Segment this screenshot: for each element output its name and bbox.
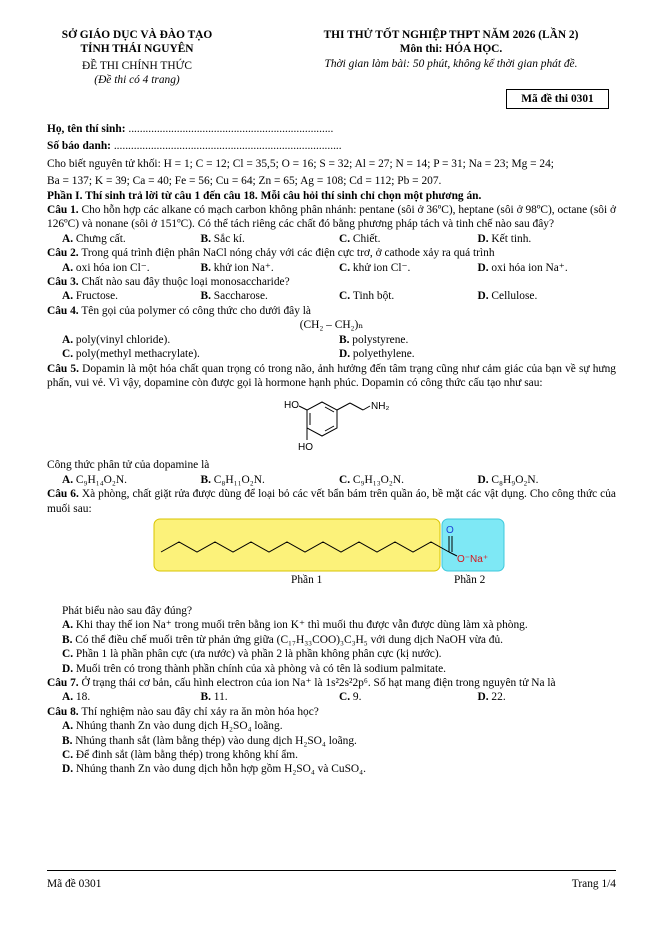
student-name-label: Họ, tên thí sinh:	[47, 123, 126, 135]
header-right	[292, 28, 610, 71]
ho-label-1: HO	[283, 400, 299, 412]
q2-option-b[interactable]: B. khử ion Na⁺.	[200, 261, 274, 274]
part1-label: Phần 1	[291, 573, 323, 586]
q3-label: Câu 3.	[47, 276, 79, 289]
atomic-masses-2: Ba = 137; K = 39; Ca = 40; Fe = 56; Cu = 64; Zn = 65; Ag = 108; Cd = 112; Pb = 207.	[47, 175, 442, 188]
q8-option-b[interactable]: B. Nhúng thanh sắt (làm bằng thép) vào dung dịch H₂SO₄ loãng.	[62, 734, 357, 747]
q4-text: Tên gọi của polymer có công thức cho dưới đây là	[81, 304, 311, 317]
q7-options	[47, 690, 616, 704]
student-name-row	[47, 122, 616, 136]
official-label: ĐỀ THI CHÍNH THỨC	[82, 59, 192, 72]
q4-option-d[interactable]: D. polyethylene.	[339, 348, 415, 361]
chain-bond-1	[337, 403, 350, 410]
exam-code-box: Mã đề thi 0301	[506, 89, 609, 109]
q1-label: Câu 1.	[47, 204, 79, 217]
q8-option-a[interactable]: A. Nhúng thanh Zn vào dung dịch H₂SO₄ loãng.	[62, 720, 283, 733]
page-footer	[47, 870, 616, 891]
q2-label: Câu 2.	[47, 247, 79, 260]
soap-structure	[153, 518, 509, 604]
q3-option-d[interactable]: D. Cellulose.	[477, 290, 538, 303]
oh-bond-1	[299, 406, 307, 410]
q6-option-c[interactable]: C. Phần 1 là phần phân cực (ưa nước) và phần 2 là phần không phân cực (kị nước).	[62, 648, 442, 661]
question-5	[47, 362, 616, 391]
q7-option-b[interactable]: B. 11.	[200, 691, 228, 704]
question-2	[47, 246, 616, 260]
chain-bond-2	[350, 403, 363, 410]
q5-option-b[interactable]: B. C₈H₁₁O₂N.	[200, 473, 265, 486]
q8-label: Câu 8.	[47, 705, 79, 718]
q1-option-c[interactable]: C. Chiết.	[339, 232, 381, 245]
header-left	[42, 28, 232, 88]
q4-options-row1	[47, 333, 616, 347]
org-line-2: TỈNH THÁI NGUYÊN	[80, 43, 194, 56]
pages-note: (Đề thi có 4 trang)	[94, 74, 180, 87]
q2-text: Trong quá trình điện phân NaCl nóng chảy với các điện cực trơ, ở cathode xảy ra quá trình	[81, 247, 495, 260]
q7-option-d[interactable]: D. 22.	[477, 691, 506, 704]
student-id-row	[47, 139, 616, 153]
q3-options	[47, 289, 616, 303]
q2-option-d[interactable]: D. oxi hóa ion Na⁺.	[477, 261, 568, 274]
q6-option-b[interactable]: B. Có thể điều chế muối trên từ phản ứng giữa (C₁₇H₃₃COO)₃C₃H₅ với dung dịch NaOH vừa đủ.	[62, 633, 503, 646]
q4-option-c[interactable]: C. poly(methyl methacrylate).	[62, 348, 200, 361]
subject: Môn thi: HÓA HỌC.	[399, 43, 503, 56]
question-6	[47, 487, 616, 516]
q4-options-row2	[47, 347, 616, 361]
footer-page-number: Trang 1/4	[571, 878, 616, 890]
q4-option-a[interactable]: A. poly(vinyl chloride).	[62, 333, 171, 346]
q6-option-d[interactable]: D. Muối trên có trong thành phần chính của xà phòng và có tên là sodium palmitate.	[62, 662, 447, 675]
nh2-label: NH₂	[370, 401, 389, 413]
q3-option-b[interactable]: B. Saccharose.	[200, 290, 268, 303]
q5-label: Câu 5.	[47, 362, 79, 375]
q4-option-b[interactable]: B. polystyrene.	[339, 333, 409, 346]
q3-text: Chất nào sau đây thuộc loại monosaccharide?	[81, 276, 290, 289]
ona-label: O⁻Na⁺	[457, 553, 489, 565]
q6-option-a[interactable]: A. Khi thay thế ion Na⁺ trong muối trên bằng ion K⁺ thì muối thu được vẫn được dùng làm xà phòng.	[62, 619, 528, 632]
q5-option-a[interactable]: A. C₉H₁₄O₂N.	[62, 473, 127, 486]
question-3	[47, 275, 616, 289]
question-1	[47, 203, 616, 232]
benzene-ring	[307, 402, 337, 436]
ho-label-2: HO	[297, 442, 313, 454]
chain-bond-3	[363, 406, 370, 410]
student-name-dots: ........................................................................	[128, 123, 334, 135]
student-id-label: Số báo danh:	[47, 140, 111, 153]
q5-question: Công thức phân tử của dopamine là	[47, 459, 210, 472]
q6-question: Phát biểu nào sau đây đúng?	[62, 604, 193, 617]
part2-label: Phần 2	[454, 573, 486, 586]
q7-label: Câu 7.	[47, 676, 79, 689]
q8-text: Thí nghiệm nào sau đây chỉ xảy ra ăn mòn hóa học?	[81, 705, 319, 718]
q1-option-d[interactable]: D. Kết tinh.	[477, 232, 532, 245]
student-id-dots: ................................................................................	[113, 140, 342, 153]
oxygen-label: O	[446, 524, 454, 536]
q5-option-d[interactable]: D. C₈H₉O₂N.	[477, 473, 539, 486]
q6-text: Xà phòng, chất giặt rửa được dùng để loại bỏ các vết bẩn bám trên quần áo, bề mặt các vật dụng. Cho công thức của muối sau:	[47, 488, 616, 515]
q2-option-a[interactable]: A. oxi hóa ion Cl⁻.	[62, 261, 150, 274]
q4-formula: (CH₂ – CH₂)ₙ	[299, 319, 364, 332]
exam-title: THI THỬ TỐT NGHIỆP THPT NĂM 2026 (LẦN 2)	[323, 29, 579, 41]
q7-option-c[interactable]: C. 9.	[339, 691, 362, 704]
q4-label: Câu 4.	[47, 304, 79, 317]
q1-options	[47, 232, 616, 246]
q3-option-a[interactable]: A. Fructose.	[62, 290, 118, 303]
time-note: Thời gian làm bài: 50 phút, không kể thời gian phát đề.	[324, 57, 578, 70]
dopamine-structure	[267, 394, 397, 456]
q5-text: Dopamin là một hóa chất quan trọng có trong não, ảnh hưởng đến tâm trạng cũng như cảm giác của bạn về sự hưng phấn, vui vẻ. Vì vậy, dopamine còn được gọi là hormone hạnh phúc. Dopamin có công thức cấu tạo như sau:	[47, 362, 616, 389]
q2-options	[47, 261, 616, 275]
q7-option-a[interactable]: A. 18.	[62, 691, 91, 704]
atomic-masses-1: Cho biết nguyên tử khối: H = 1; C = 12; Cl = 35,5; O = 16; S = 32; Al = 27; N = 14; P = 31; Na = 23; Mg = 24;	[47, 157, 554, 170]
q1-option-a[interactable]: A. Chưng cất.	[62, 232, 126, 245]
soap-structure-svg	[153, 518, 509, 574]
question-4	[47, 304, 616, 318]
q8-option-d[interactable]: D. Nhúng thanh Zn vào dung dịch hỗn hợp gồm H₂SO₄ và CuSO₄.	[62, 763, 366, 776]
q6-label: Câu 6.	[47, 488, 79, 501]
q1-option-b[interactable]: B. Sắc kí.	[200, 232, 245, 245]
question-7	[47, 676, 616, 690]
q7-text: Ở trạng thái cơ bản, cấu hình electron của ion Na⁺ là 1s²2s²2p⁶. Số hạt mang điện trong nguyên tử Na là	[81, 676, 556, 689]
q1-text: Cho hỗn hợp các alkane có mạch carbon không phân nhánh: pentane (sôi ở 36ºC), heptane (sôi ở 98ºC), octane (sôi ở 126ºC) và nonane (sôi ở 151ºC). Có thể tách riêng các chất đó bằng phương pháp tách và tinh chế nào sau đây?	[47, 204, 616, 231]
q8-option-c[interactable]: C. Để đinh sắt (làm bằng thép) trong không khí ẩm.	[62, 749, 298, 761]
hydrophobic-tail-box	[154, 519, 440, 571]
question-8	[47, 705, 616, 719]
org-line-1: SỞ GIÁO DỤC VÀ ĐÀO TẠO	[61, 29, 213, 41]
footer-exam-code: Mã đề 0301	[47, 878, 102, 890]
q3-option-c[interactable]: C. Tinh bột.	[339, 290, 395, 303]
q5-option-c[interactable]: C. C₉H₁₃O₂N.	[339, 473, 404, 486]
part1-title: Phần I. Thí sinh trả lời từ câu 1 đến câu 18. Mỗi câu hỏi thí sinh chỉ chọn một phương án.	[47, 189, 482, 202]
q5-options	[47, 473, 616, 487]
q2-option-c[interactable]: C. khử ion Cl⁻.	[339, 261, 411, 274]
exam-content	[47, 122, 616, 777]
